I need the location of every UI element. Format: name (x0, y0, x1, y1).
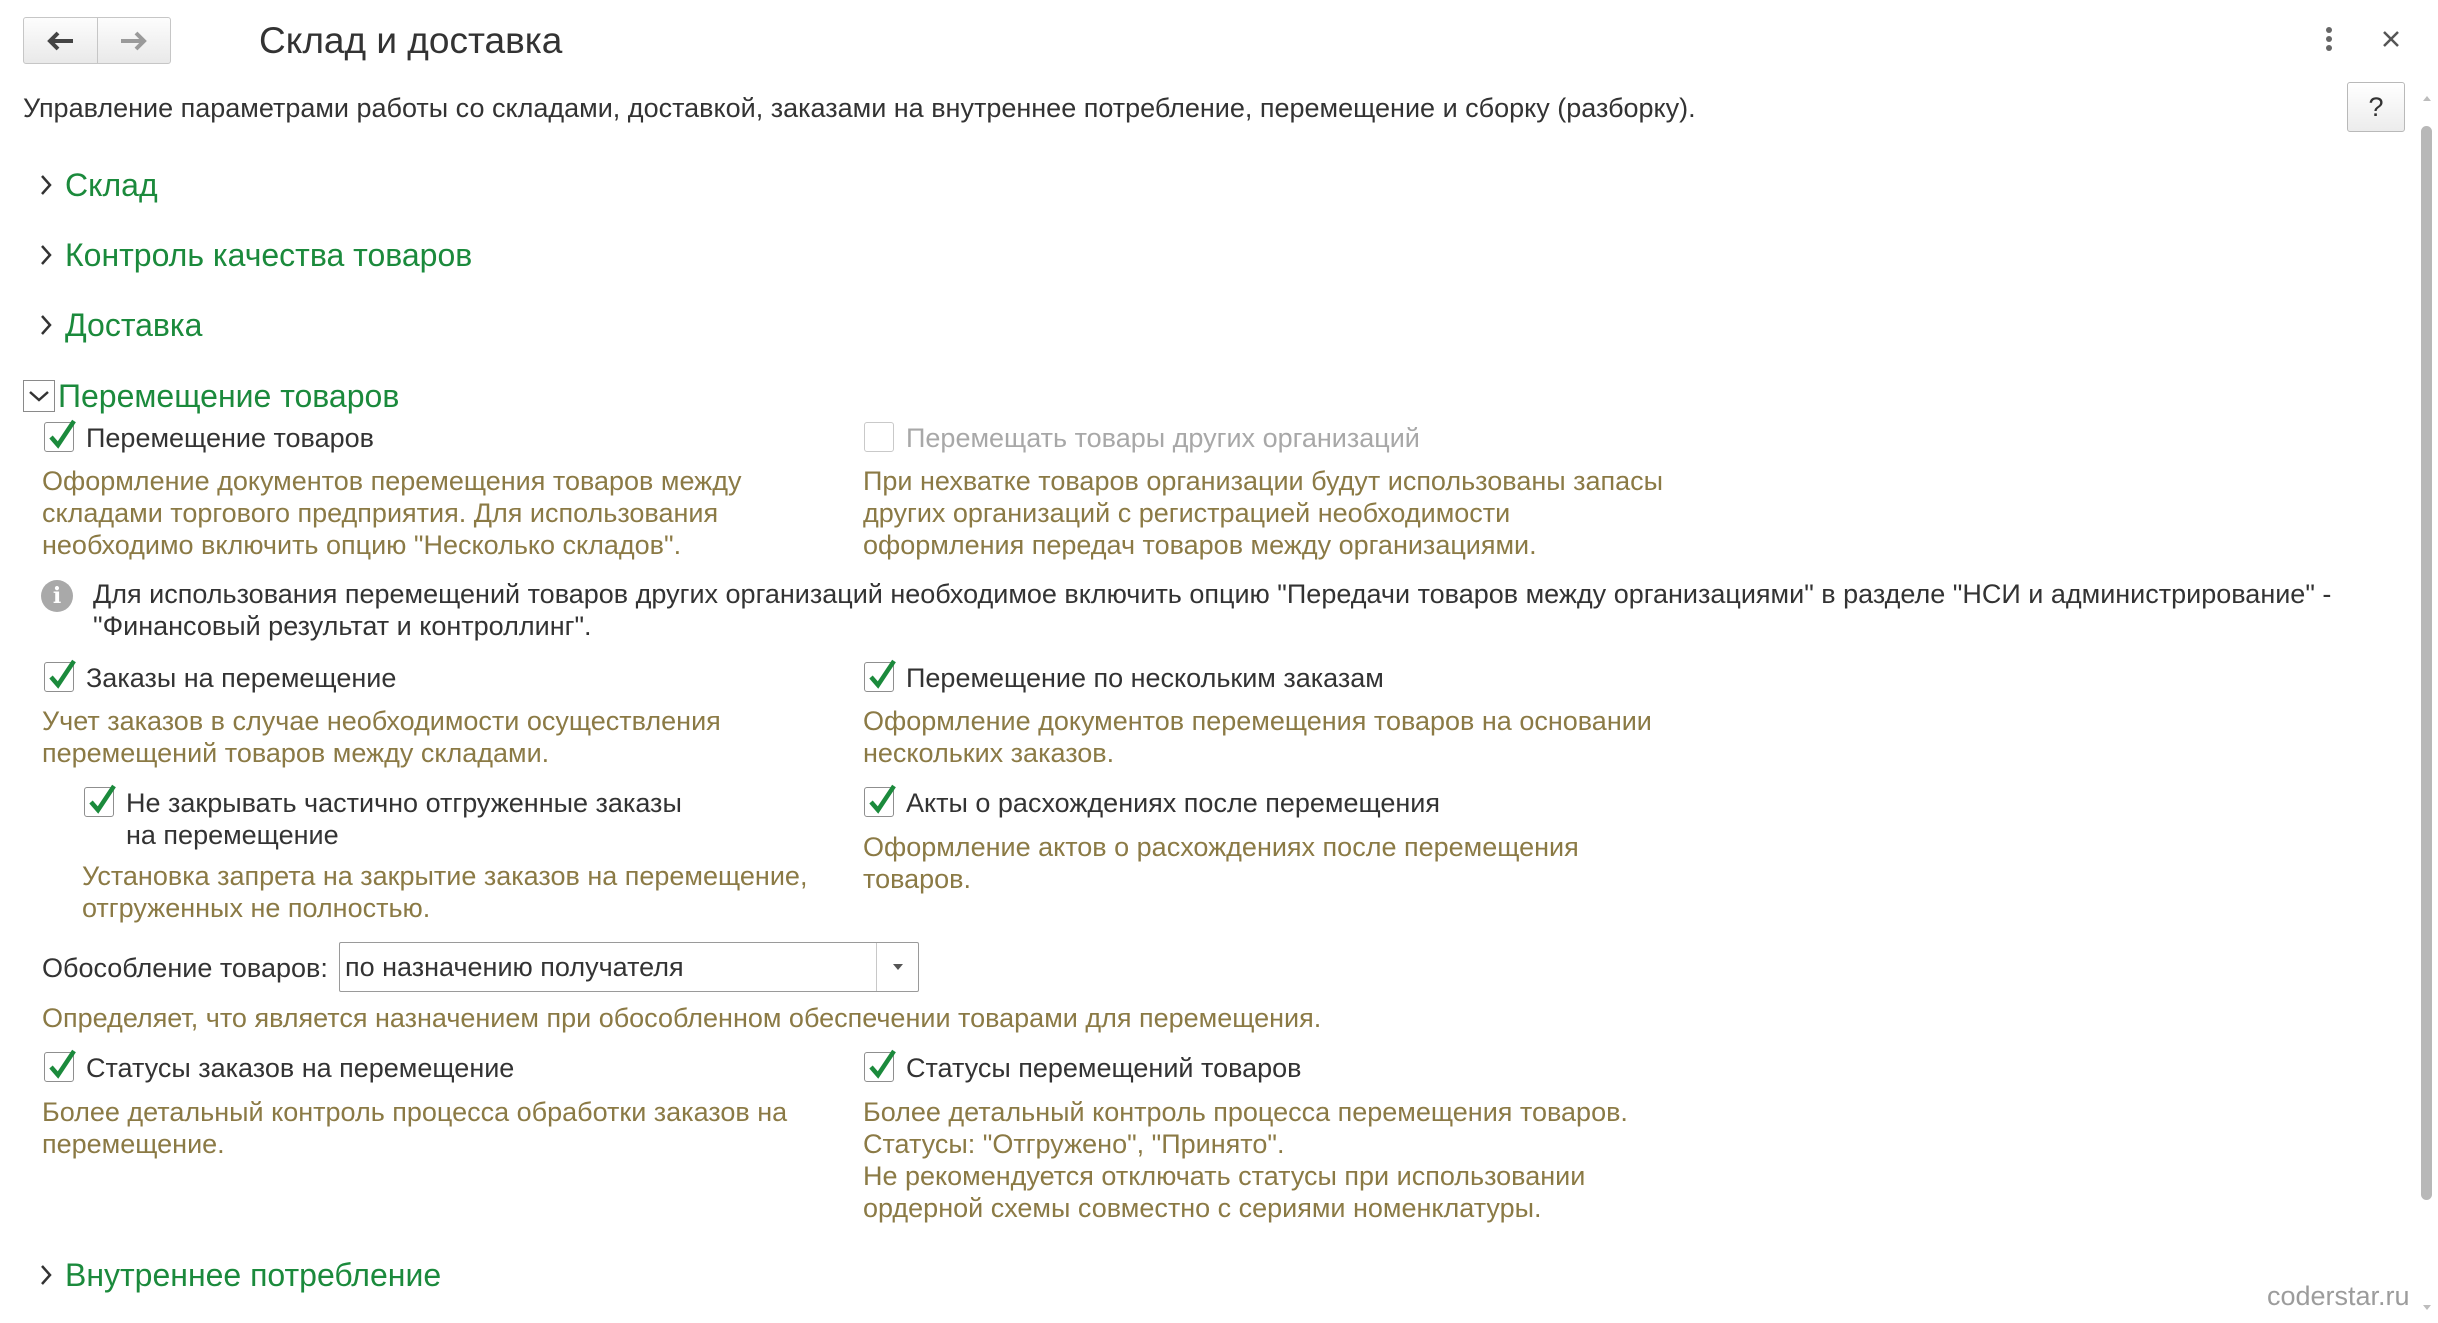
hint-other-orgs: При нехватке товаров организации будут использованы запасы других организаций с регистрацией необходимости оформления передач товаров между организациями. (863, 466, 1664, 560)
section-title: Контроль качества товаров (65, 237, 473, 273)
hint-multi-orders: Оформление документов перемещения товаров на основании нескольких заказов. (863, 706, 1652, 768)
checkmark-icon (867, 1047, 897, 1081)
page-description: Управление параметрами работы со складами, доставкой, заказами на внутреннее потребление, перемещение и сборку (разборку). (23, 93, 1696, 123)
checkbox-label: Заказы на перемещение (86, 663, 397, 693)
checkbox-other-orgs[interactable] (864, 422, 1420, 454)
chevron-down-icon (23, 380, 55, 412)
checkbox-label: Перемещать товары других организаций (906, 423, 1420, 453)
chevron-right-icon (30, 169, 62, 201)
arrow-left-icon (45, 30, 75, 52)
hint-isolation: Определяет, что является назначением при обособленном обеспечении товарами для перемещения. (42, 1003, 1322, 1033)
checkmark-icon (47, 1047, 77, 1081)
checkbox-label: Акты о расхождениях после перемещения (906, 788, 1441, 818)
checkmark-icon (87, 782, 117, 816)
scroll-up-arrow-icon[interactable] (2420, 92, 2434, 106)
select-value: по назначению получателя (345, 952, 684, 982)
dropdown-button[interactable] (876, 943, 918, 991)
section-transfer[interactable] (23, 375, 399, 417)
checkbox-label: Не закрывать частично отгруженные заказы на перемещение (126, 788, 682, 850)
info-icon: i (41, 580, 73, 612)
watermark: coderstar.ru (2267, 1281, 2410, 1311)
forward-button[interactable] (97, 18, 171, 63)
checkbox-multi-orders[interactable] (864, 662, 1384, 694)
checkmark-icon (867, 657, 897, 691)
checkmark-icon (867, 782, 897, 816)
arrow-right-icon (119, 30, 149, 52)
page-title: Склад и доставка (259, 20, 563, 61)
checkbox[interactable] (44, 422, 74, 452)
close-button[interactable] (2374, 22, 2408, 56)
hint-order-statuses: Более детальный контроль процесса обработки заказов на перемещение. (42, 1097, 788, 1159)
checkbox-transfer-statuses[interactable] (864, 1052, 1302, 1084)
checkbox[interactable] (864, 662, 894, 692)
chevron-right-icon (30, 309, 62, 341)
checkbox[interactable] (864, 787, 894, 817)
checkbox-order-statuses[interactable] (44, 1052, 514, 1084)
hint-transfer-orders: Учет заказов в случае необходимости осуществления перемещений товаров между складами. (42, 706, 721, 768)
section-delivery[interactable] (30, 304, 202, 346)
checkbox-label: Перемещение товаров (86, 423, 374, 453)
checkbox[interactable] (864, 1052, 894, 1082)
info-text: Для использования перемещений товаров других организаций необходимое включить опцию "Передачи товаров между организациями" в разделе "НСИ и администрирование" - "Финансовый результат и контроллинг". (93, 579, 2332, 641)
hint-discrepancy-acts: Оформление актов о расхождениях после перемещения товаров. (863, 832, 1579, 894)
chevron-right-icon (30, 239, 62, 271)
help-button[interactable]: ? (2347, 82, 2405, 132)
section-title: Склад (65, 167, 158, 203)
hint-transfer-goods: Оформление документов перемещения товаров между складами торгового предприятия. Для использования необходимо включить опцию "Несколько складов". (42, 466, 742, 560)
checkbox-label: Статусы заказов на перемещение (86, 1053, 515, 1083)
scrollbar-thumb[interactable] (2421, 126, 2432, 1200)
checkbox-dont-close-partial[interactable] (84, 787, 682, 851)
checkbox[interactable] (44, 1052, 74, 1082)
checkmark-icon (47, 417, 77, 451)
section-warehouse[interactable] (30, 164, 158, 206)
section-title: Перемещение товаров (58, 378, 400, 414)
section-quality-control[interactable] (30, 234, 472, 276)
section-title: Внутреннее потребление (65, 1257, 442, 1293)
checkbox-label: Перемещение по нескольким заказам (906, 663, 1384, 693)
isolation-select[interactable] (339, 942, 919, 992)
info-message (41, 578, 2393, 642)
back-button[interactable] (24, 18, 97, 63)
more-button[interactable] (2316, 22, 2342, 56)
checkbox-transfer-orders[interactable] (44, 662, 396, 694)
hint-dont-close-partial: Установка запрета на закрытие заказов на перемещение, отгруженных не полностью. (82, 861, 808, 923)
checkbox-transfer-goods[interactable] (44, 422, 374, 454)
navigation-buttons (23, 17, 171, 64)
chevron-right-icon (30, 1259, 62, 1291)
more-vertical-icon (2325, 26, 2333, 52)
checkbox[interactable] (84, 787, 114, 817)
hint-transfer-statuses: Более детальный контроль процесса перемещения товаров. Статусы: "Отгружено", "Принято". Не рекомендуется отключать статусы при использовании ордерной схемы совместно с сериями номенклатуры. (863, 1097, 1628, 1223)
checkbox-label: Статусы перемещений товаров (906, 1053, 1302, 1083)
checkbox[interactable] (864, 422, 894, 452)
dropdown-arrow-icon (892, 963, 904, 971)
checkbox-discrepancy-acts[interactable] (864, 787, 1440, 819)
isolation-label: Обособление товаров: (42, 953, 328, 983)
checkmark-icon (47, 657, 77, 691)
section-title: Доставка (65, 307, 203, 343)
checkbox[interactable] (44, 662, 74, 692)
close-icon (2382, 30, 2400, 48)
scroll-down-arrow-icon[interactable] (2420, 1300, 2434, 1314)
section-internal-consumption[interactable] (30, 1254, 441, 1296)
